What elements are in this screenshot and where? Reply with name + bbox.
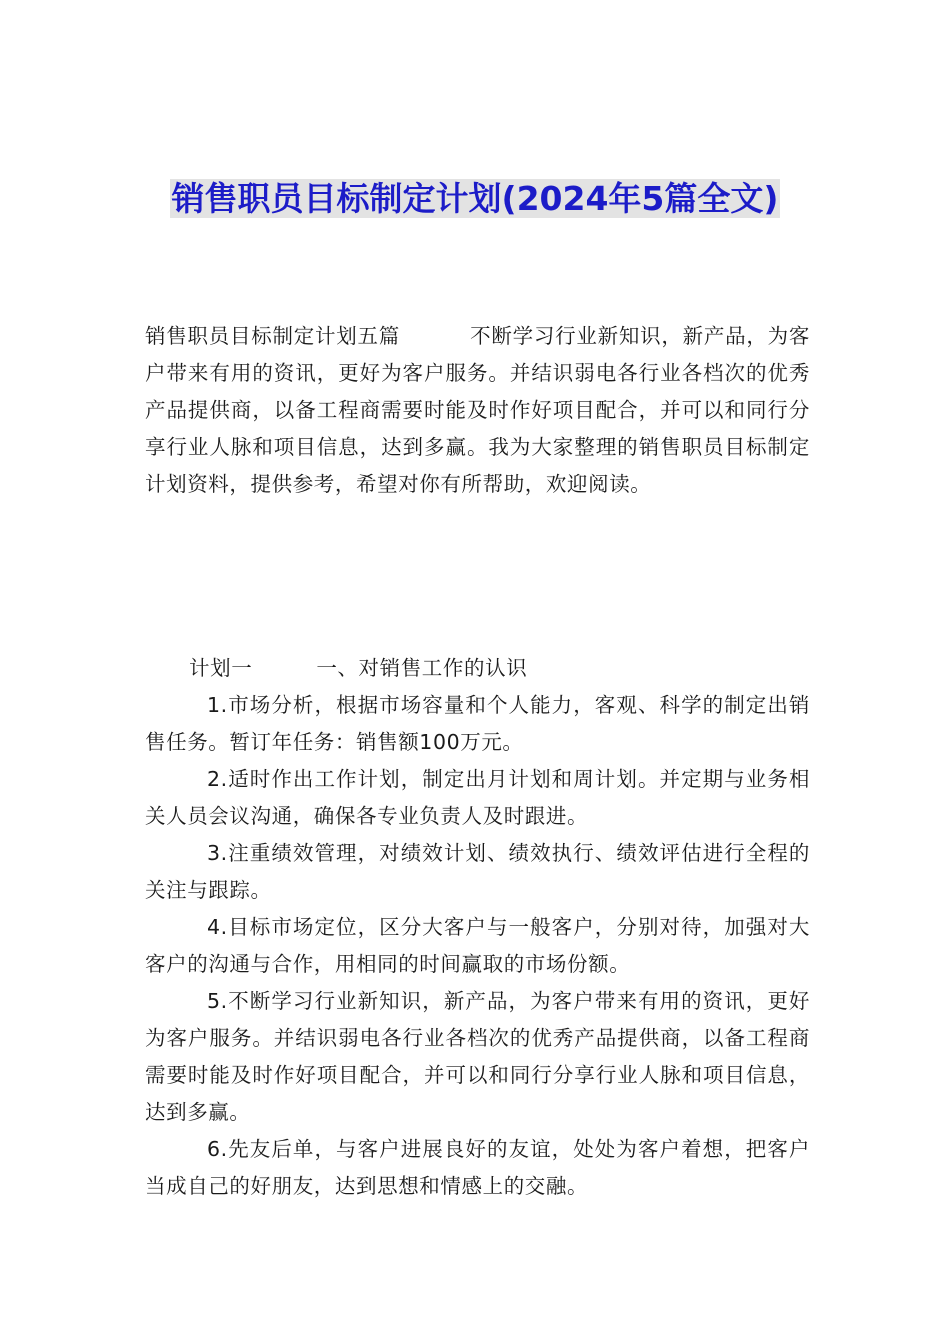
plan-item: 2.适时作出工作计划，制定出月计划和周计划。并定期与业务相关人员会议沟通，确保各专业负责人及时跟进。 bbox=[145, 767, 810, 828]
intro-lead: 销售职员目标制定计划五篇 bbox=[145, 324, 400, 348]
intro-text: 不断学习行业新知识，新产品，为客户带来有用的资讯，更好为客户服务。并结识弱电各行业各档次的优秀产品提供商，以备工程商需要时能及时作好项目配合，并可以和同行分享行业人脉和项目信息，达到多赢。我为大家整理的销售职员目标制定计划资料，提供参考，希望对你有所帮助，欢迎阅读。 bbox=[145, 324, 810, 496]
document-title bbox=[140, 172, 810, 226]
plan-item: 5.不断学习行业新知识，新产品，为客户带来有用的资讯，更好为客户服务。并结识弱电各行业各档次的优秀产品提供商，以备工程商需要时能及时作好项目配合，并可以和同行分享行业人脉和项目信息，达到多赢。 bbox=[145, 989, 810, 1124]
plan-item: 3.注重绩效管理，对绩效计划、绩效执行、绩效评估进行全程的关注与跟踪。 bbox=[145, 841, 810, 902]
plan-section bbox=[145, 650, 810, 1205]
plan-heading bbox=[145, 650, 810, 687]
intro-paragraph bbox=[145, 318, 810, 503]
plan-item: 6.先友后单，与客户进展良好的友谊，处处为客户着想，把客户当成自己的好朋友，达到思想和情感上的交融。 bbox=[145, 1137, 810, 1198]
document-title-text: 销售职员目标制定计划(2024年5篇全文) bbox=[171, 179, 779, 218]
plan-label: 计划一 bbox=[189, 656, 253, 680]
plan-item: 1.市场分析，根据市场容量和个人能力，客观、科学的制定出销售任务。暂订年任务：销售额100万元。 bbox=[145, 693, 810, 754]
plan-heading-text: 一、对销售工作的认识 bbox=[316, 656, 528, 680]
plan-item: 4.目标市场定位，区分大客户与一般客户，分别对待，加强对大客户的沟通与合作，用相同的时间赢取的市场份额。 bbox=[145, 915, 810, 976]
